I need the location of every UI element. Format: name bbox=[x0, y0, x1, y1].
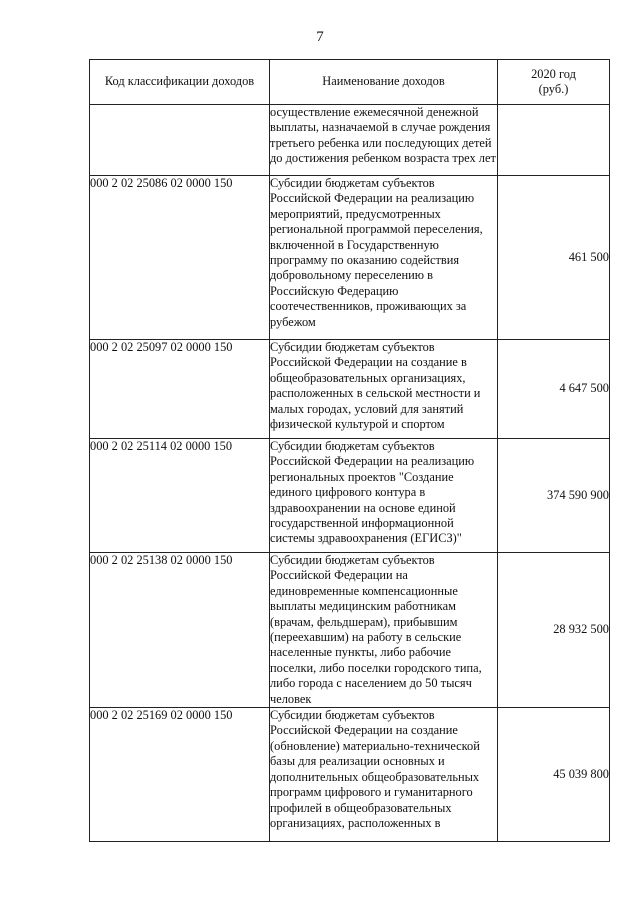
row-name: осуществление ежемесячной денежной выплаты, назначаемой в случае рождения третьего ребенка или последующих детей до достижения ребенком возраста трех лет bbox=[270, 105, 498, 176]
table-row bbox=[90, 553, 610, 708]
table-row bbox=[90, 439, 610, 553]
row-name: Субсидии бюджетам субъектов Российской Федерации на единовременные компенсационные выплаты медицинским работникам (врачам, фельдшерам), прибывшим (переехавшим) на работу в сельские населенные пункты, либо рабочие поселки, либо поселки городского типа, либо города с населением до 50 тысяч человек bbox=[270, 553, 498, 708]
row-amount bbox=[498, 105, 610, 176]
row-name: Субсидии бюджетам субъектов Российской Федерации на реализацию региональных проектов "Создание единого цифрового контура в здравоохранении на основе единой государственной информационной системы здравоохранения (ЕГИСЗ)" bbox=[270, 439, 498, 553]
row-code bbox=[90, 105, 270, 176]
header-name: Наименование доходов bbox=[270, 60, 498, 105]
table-header bbox=[90, 60, 610, 105]
row-amount: 45 039 800 bbox=[498, 708, 610, 842]
table-row bbox=[90, 708, 610, 842]
page-number: 7 bbox=[316, 29, 324, 45]
row-amount: 4 647 500 bbox=[498, 340, 610, 439]
header-code: Код классификации доходов bbox=[90, 60, 270, 105]
row-code: 000 2 02 25138 02 0000 150 bbox=[90, 553, 270, 708]
header-row bbox=[90, 60, 610, 105]
row-code: 000 2 02 25114 02 0000 150 bbox=[90, 439, 270, 553]
row-amount: 461 500 bbox=[498, 176, 610, 340]
row-code: 000 2 02 25169 02 0000 150 bbox=[90, 708, 270, 842]
header-amount-year: 2020 год bbox=[531, 66, 576, 81]
row-name: Субсидии бюджетам субъектов Российской Федерации на создание в общеобразовательных организациях, расположенных в сельской местности и малых городах, условий для занятий физической культурой и спортом bbox=[270, 340, 498, 439]
row-name: Субсидии бюджетам субъектов Российской Федерации на создание (обновление) материально-технической базы для реализации основных и дополнительных общеобразовательных программ цифрового и гуманитарного профилей в общеобразовательных организациях, расположенных в bbox=[270, 708, 498, 842]
row-name: Субсидии бюджетам субъектов Российской Федерации на реализацию мероприятий, предусмотренных региональной программой переселения, включенной в Государственную программу по оказанию содействия добровольному переселению в Российскую Федерацию соотечественников, проживающих за рубежом bbox=[270, 176, 498, 340]
row-amount: 374 590 900 bbox=[498, 439, 610, 553]
table-row bbox=[90, 105, 610, 176]
table-row bbox=[90, 176, 610, 340]
header-amount bbox=[498, 60, 610, 105]
header-amount-unit: (руб.) bbox=[538, 82, 569, 96]
row-code: 000 2 02 25097 02 0000 150 bbox=[90, 340, 270, 439]
row-code: 000 2 02 25086 02 0000 150 bbox=[90, 176, 270, 340]
table-body bbox=[90, 105, 610, 842]
table-row bbox=[90, 340, 610, 439]
row-amount: 28 932 500 bbox=[498, 553, 610, 708]
revenue-table bbox=[89, 59, 610, 842]
